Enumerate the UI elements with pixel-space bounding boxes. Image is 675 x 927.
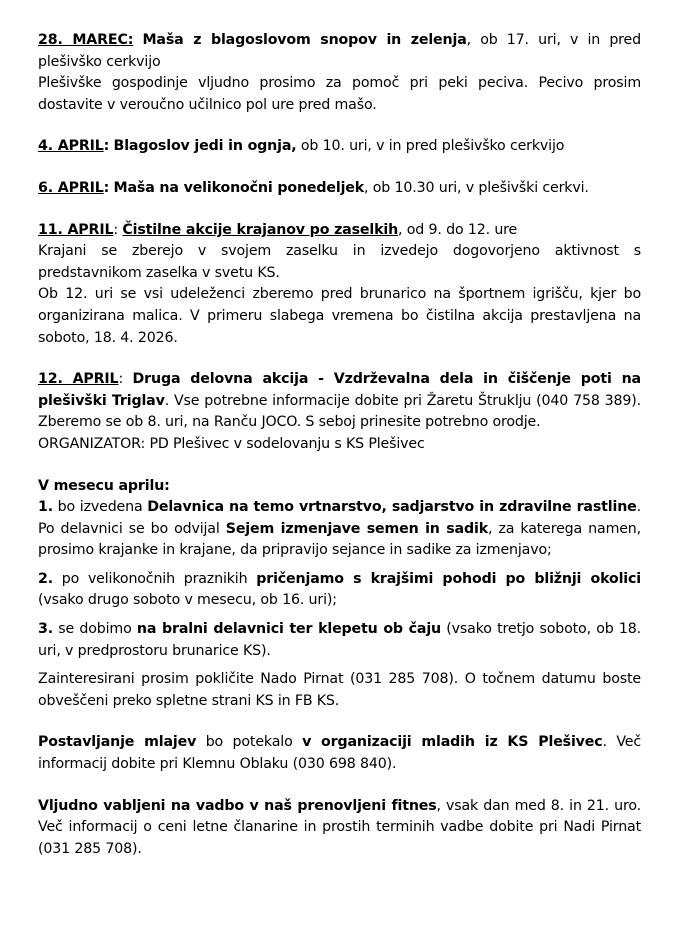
document-page xyxy=(38,30,641,860)
list-item: 1. bo izvedena Delavnica na temo vrtnarstvo, sadjarstvo in zdravilne rastline. Po delavnici se bo odvijal Sejem izmenjave semen in sadik, za katerega namen, prosimo krajanke in krajane, da pripravijo sejance in sadike za izmenjavo; xyxy=(38,499,642,559)
event-details: , ob 10.30 uri, v plešivški cerkvi. xyxy=(364,179,589,196)
event-headline xyxy=(38,30,641,73)
event-4-april xyxy=(38,136,641,158)
contact-note: Zainteresirani prosim pokličite Nado Pirnat (031 285 708). O točnem datumu boste obveščeni preko spletne strani KS in FB KS. xyxy=(38,671,641,709)
event-28-march xyxy=(38,30,641,116)
section-heading: V mesecu aprilu: xyxy=(38,477,170,494)
event-title: Čistilne akcije krajanov po zaselkih xyxy=(122,221,399,238)
event-note: Plešivške gospodinje vljudno prosimo za pomoč pri peki peciva. Pecivo prosim dostavite v veroučno učilnico pol ure pred mašo. xyxy=(38,75,641,113)
event-date: 4. APRIL xyxy=(38,138,104,155)
event-details: , ob 17. uri, v in pred plešivško cerkvijo xyxy=(38,32,641,70)
event-organizer: ORGANIZATOR: PD Plešivec v sodelovanju s KS Plešivec xyxy=(38,435,425,452)
event-date: 6. APRIL xyxy=(38,179,104,196)
maypole-notice: Postavljanje mlajev bo potekalo v organizaciji mladih iz KS Plešivec. Več informacij dobite pri Klemnu Oblaku (030 698 840). xyxy=(38,734,642,773)
item-number: 2. xyxy=(38,570,53,587)
event-note: Ob 12. uri se vsi udeleženci zberemo pred brunarico na športnem igrišču, kjer bo organizirana malica. V primeru slabega vremena bo čistilna akcija prestavljena na soboto, 18. 4. 2026. xyxy=(38,286,641,346)
event-headline: 12. APRIL: Druga delovna akcija - Vzdrževalna dela in čiščenje poti na plešivški Triglav. Vse potrebne informacije dobite pri Žaretu Štruklju (040 758 389). Zberemo se ob 8. uri, na Ranču JOCO. S seboj prinesite potrebno orodje. xyxy=(38,371,641,431)
event-title: Blagoslov jedi in ognja, xyxy=(113,138,297,155)
event-date: 28. MAREC: xyxy=(38,32,134,48)
event-headline: 6. APRIL: Maša na velikonočni ponedeljek, ob 10.30 uri, v plešivški cerkvi. xyxy=(38,179,589,196)
list-item: 2. po velikonočnih praznikih pričenjamo s krajšimi pohodi po bližnji okolici (vsako drugo soboto v mesecu, ob 16. uri); xyxy=(38,570,641,609)
item-number: 1. xyxy=(38,499,53,516)
event-title: Maša na velikonočni ponedeljek xyxy=(113,179,365,196)
event-details: ob 10. uri, v in pred plešivško cerkvijo xyxy=(296,138,565,155)
event-date: 11. APRIL xyxy=(38,221,114,238)
event-headline: 11. APRIL: Čistilne akcije krajanov po zaselkih, od 9. do 12. ure xyxy=(38,221,518,238)
event-title: Druga delovna akcija - Vzdrževalna dela in čiščenje poti na plešivški Triglav xyxy=(38,371,641,409)
event-details: . Vse potrebne informacije dobite pri Žaretu Štruklju (040 758 389). Zberemo se ob 8. uri, na Ranču JOCO. S seboj prinesite potrebno orodje. xyxy=(38,392,641,431)
event-6-april xyxy=(38,178,641,200)
event-11-april xyxy=(38,220,641,350)
event-note: Krajani se zberejo v svojem zaselku in izvedejo dogovorjeno aktivnost s predstavnikom zaselka v svetu KS. xyxy=(38,243,641,281)
event-date: 12. APRIL xyxy=(38,371,119,388)
list-item: 3. se dobimo na bralni delavnici ter klepetu ob čaju (vsako tretjo soboto, ob 18. uri, v predprostoru brunarice KS). xyxy=(38,621,641,659)
event-12-april xyxy=(38,369,641,455)
event-details: , od 9. do 12. ure xyxy=(398,221,518,238)
item-number: 3. xyxy=(38,621,53,638)
april-activities xyxy=(38,476,641,713)
event-headline: 4. APRIL: Blagoslov jedi in ognja, ob 10. uri, v in pred plešivško cerkvijo xyxy=(38,138,565,155)
event-title: Maša z blagoslovom snopov in zelenja xyxy=(142,32,467,48)
fitness-notice: Vljudno vabljeni na vadbo v naš prenovljeni fitnes, vsak dan med 8. in 21. uro. Več informacij o ceni letne članarine in prostih terminih vadbe dobite pri Nadi Pirnat (031 285 708). xyxy=(38,797,641,857)
